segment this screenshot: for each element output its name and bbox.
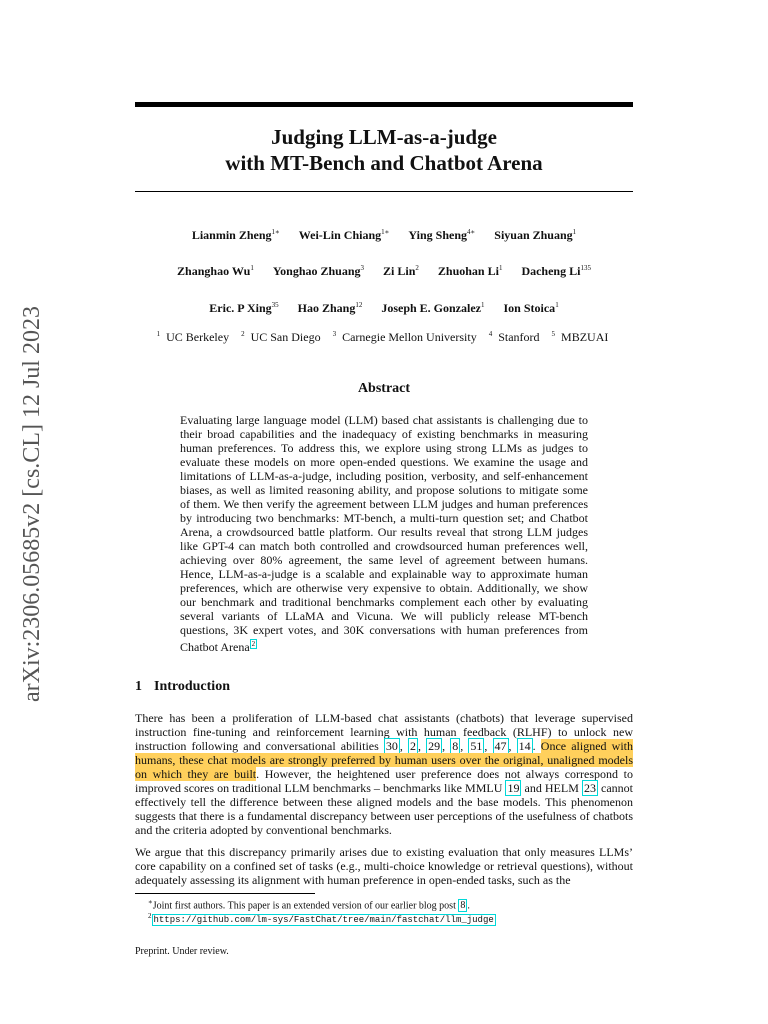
affiliations <box>135 330 633 345</box>
author: Siyuan Zhuang$^1$ <box>494 228 577 242</box>
title-bottom-rule <box>135 191 633 192</box>
author: Zhanghao Wu$^1$ <box>177 264 254 278</box>
preprint-note: Preprint. Under review. <box>135 946 229 957</box>
author: Zi Lin$^2$ <box>383 264 419 278</box>
author: Dacheng Li$^{135}$ <box>521 264 591 278</box>
author: Zhuohan Li$^1$ <box>437 264 503 278</box>
footnote-link[interactable]: 2 <box>251 640 256 648</box>
affiliation: $^3$ Carnegie Mellon University <box>332 330 477 344</box>
citation-link[interactable]: 47 <box>494 739 507 753</box>
author: Hao Zhang$^{12}$ <box>297 301 363 315</box>
abstract-heading: Abstract <box>357 381 411 396</box>
author: Joseph E. Gonzalez$^1$ <box>381 301 485 315</box>
affiliation: $^1$ UC Berkeley <box>156 330 230 344</box>
footnote-2: $^2$ https://github.com/lm-sys/FastChat/tree/main/fastchat/llm_judge <box>148 912 494 926</box>
section-title: Introduction <box>154 679 230 694</box>
intro-paragraph-1: There has been a proliferation of LLM-based chat assistants (chatbots) that leverage supervised instruction fine-tuning and reinforcement learning with human feedback (RLHF) to unlock new instruction following and conversational abilities 30 , 2 , 29 , 8 , 51 , 47 , 14 . Once aligned with humans, these chat models are strongly preferred by human users over the original, unaligned models on which they are built. However, the heightened user preference does not always correspond to improved scores on traditional LLM benchmarks – benchmarks like MMLU 19 and HELM 23 cannot effectively tell the difference between these aligned models and the base models. This phenomenon suggests that there is a fundamental discrepancy between user perceptions of the usefulness of chatbots and the criteria adopted by conventional benchmarks. <box>135 711 633 837</box>
citation-link[interactable]: 30 <box>385 739 398 753</box>
footnote-rule <box>135 893 315 894</box>
abstract-text: Evaluating large language model (LLM) based chat assistants is challenging due to their broad capabilities and the inadequacy of existing benchmarks in measuring human preferences. To address this, we explore using strong LLMs as judges to evaluate these models on more open-ended questions. We examine the usage and limitations of LLM-as-a-judge, including position, verbosity, and self-enhancement biases, as well as limited reasoning ability, and propose solutions to mitigate some of them. We then verify the agreement between LLM judges and human preferences by introducing two benchmarks: MT-bench, a multi-turn question set; and Chatbot Arena, a crowdsourced battle platform. Our results reveal that strong LLM judges like GPT-4 can match both controlled and crowdsourced human preferences well, achieving over 80% agreement, the same level of agreement between humans. Hence, LLM-as-a-judge is a scalable and explainable way to approximate human preferences, which are otherwise very expensive to obtain. Additionally, we show our benchmark and traditional benchmarks complement each other by evaluating several variants of LLaMA and Vicuna. We will publicly release MT-bench questions, 3K expert votes, and 30K conversations with human preferences from Chatbot Arena $^2$ <box>180 413 588 654</box>
author: Yonghao Zhuang$^3$ <box>272 264 365 278</box>
affiliation: $^5$ MBZUAI <box>551 330 609 344</box>
section-number: 1 <box>135 679 142 694</box>
author-row-2 <box>135 264 633 279</box>
author: Lianmin Zheng$^{1∗}$ <box>191 228 280 242</box>
citation-link[interactable]: 8 <box>452 739 459 753</box>
citation-link[interactable]: 23 <box>583 781 596 795</box>
intro-paragraph-2: We argue that this discrepancy primarily arises due to existing evaluation that only measures LLMs’ core capability on a confined set of tasks (e.g., multi-choice knowledge or retrieval questions), without adequately assessing its alignment with human preference in open-ended tasks, such as the <box>135 845 633 887</box>
section-heading <box>135 679 230 695</box>
github-url-link[interactable]: https://github.com/lm-sys/FastChat/tree/main/fastchat/llm_judge <box>153 915 494 926</box>
paper-title <box>135 124 633 176</box>
citation-link[interactable]: 14 <box>518 739 531 753</box>
author-row-1 <box>135 228 633 243</box>
citation-link[interactable]: 51 <box>470 739 483 753</box>
citation-link[interactable]: 8 <box>460 900 466 912</box>
citation-link[interactable]: 19 <box>507 781 520 795</box>
highlighted-text: Once aligned with humans, these chat models are strongly preferred by human users over the original, unaligned models on which they are built <box>135 739 633 781</box>
author: Ion Stoica$^1$ <box>503 301 559 315</box>
title-line-2: with MT-Bench and Chatbot Arena <box>225 151 543 175</box>
author-row-3 <box>135 301 633 316</box>
affiliation: $^4$ Stanford <box>488 330 540 344</box>
author: Ying Sheng$^{4∗}$ <box>408 228 476 242</box>
footnote-1: ∗Joint first authors. This paper is an extended version of our earlier blog post 8 . <box>148 898 470 912</box>
author: Wei-Lin Chiang$^{1∗}$ <box>298 228 390 242</box>
citation-link[interactable]: 2 <box>410 739 417 753</box>
affiliation: $^2$ UC San Diego <box>241 330 321 344</box>
author: Eric. P Xing$^{35}$ <box>209 301 279 315</box>
arxiv-side-stamp: arXiv:2306.05685v2 [cs.CL] 12 Jul 2023 <box>19 306 45 702</box>
title-line-1: Judging LLM-as-a-judge <box>271 125 497 149</box>
title-top-rule <box>135 102 633 107</box>
citation-link[interactable]: 29 <box>428 739 441 753</box>
